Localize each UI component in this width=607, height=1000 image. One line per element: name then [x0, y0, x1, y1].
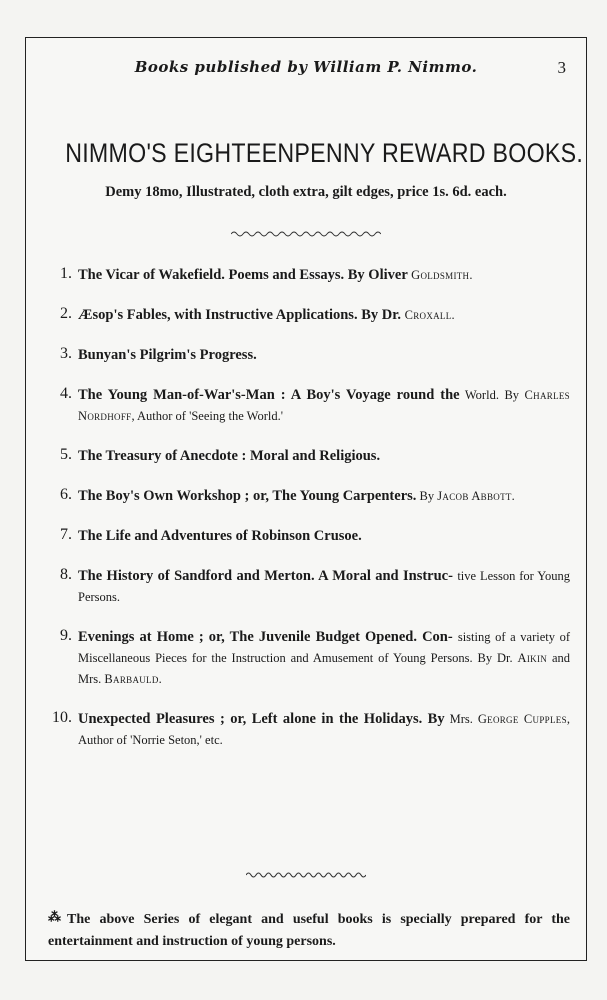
book-title: The Life and Adventures of Robinson Crusoe. [78, 528, 362, 544]
item-number: 4. [60, 385, 72, 402]
item-number: 3. [60, 345, 72, 362]
book-title: Bunyan's Pilgrim's Progress. [78, 347, 257, 363]
wavy-divider-bottom [26, 871, 586, 879]
list-item [48, 345, 570, 366]
item-number: 5. [60, 446, 72, 463]
book-title: The History of Sandford and Merton. A Moral and Instruc- [78, 568, 453, 584]
list-item [48, 486, 570, 507]
book-author: Aikin [517, 651, 548, 665]
book-author: George Cupples [477, 712, 567, 726]
page-number: 3 [557, 58, 566, 77]
list-item [48, 627, 570, 690]
wavy-divider-top [26, 230, 586, 238]
book-detail-after: and Mrs. [78, 651, 570, 686]
list-item [48, 566, 570, 608]
running-head: Books published by William P. Nimmo. [134, 58, 478, 76]
page-title: NIMMO'S EIGHTEENPENNY REWARD BOOKS. [65, 138, 584, 168]
book-title-continued: By Dr. [357, 307, 405, 323]
item-number: 7. [60, 526, 72, 543]
asterism-icon: ⁂ [48, 909, 61, 924]
book-title: Æsop's Fables, with Instructive Applications. [78, 307, 358, 323]
book-author: Charles Nordhoff [78, 388, 570, 423]
page-subtitle: Demy 18mo, Illustrated, cloth extra, gilt edges, price 1s. 6d. each. [105, 184, 507, 200]
book-title: Evenings at Home ; or, The Juvenile Budget Opened. Con- [78, 629, 453, 645]
item-number: 9. [60, 627, 72, 644]
book-detail: World. By [459, 388, 525, 402]
item-number: 6. [60, 486, 72, 503]
book-author: Jacob Abbott. [437, 489, 516, 503]
book-author: Goldsmith. [411, 268, 473, 282]
list-item [48, 709, 570, 751]
footer-note [48, 906, 570, 953]
item-number: 2. [60, 305, 72, 322]
book-detail-after: , Author of 'Norrie Seton,' etc. [78, 712, 570, 747]
list-item [48, 265, 570, 286]
book-detail: By [416, 489, 438, 503]
list-item [48, 526, 570, 547]
list-item [48, 305, 570, 326]
book-detail: sisting of a variety of Miscellaneous Pieces for the Instruction and Amusement of Young Persons. By Dr. [78, 630, 571, 665]
page-frame [25, 37, 587, 961]
book-title: Unexpected Pleasures ; or, Left alone in the Holidays. By [78, 711, 445, 727]
list-item [48, 446, 570, 467]
item-number: 10. [52, 709, 72, 726]
book-detail: Mrs. [444, 712, 478, 726]
item-number: 8. [60, 566, 72, 583]
book-title-continued: Poems and Essays. By Oliver [224, 267, 412, 283]
book-list [48, 265, 570, 751]
book-author-2: Barbauld. [104, 672, 163, 686]
footer-note-text: The above Series of elegant and useful books is specially prepared for the entertainment and instruction of young persons. [48, 912, 570, 949]
book-title: The Treasury of Anecdote : Moral and Religious. [78, 448, 381, 464]
book-author: Croxall. [404, 308, 455, 322]
book-title: The Young Man-of-War's-Man : A Boy's Voyage round the [78, 387, 460, 403]
book-detail-after: , Author of 'Seeing the World.' [131, 409, 283, 423]
item-number: 1. [60, 265, 72, 282]
book-title: The Boy's Own Workshop ; or, The Young Carpenters. [78, 488, 417, 504]
book-detail: tive Lesson for Young Persons. [78, 569, 571, 604]
book-title: The Vicar of Wakefield. [78, 267, 225, 283]
list-item [48, 385, 570, 427]
